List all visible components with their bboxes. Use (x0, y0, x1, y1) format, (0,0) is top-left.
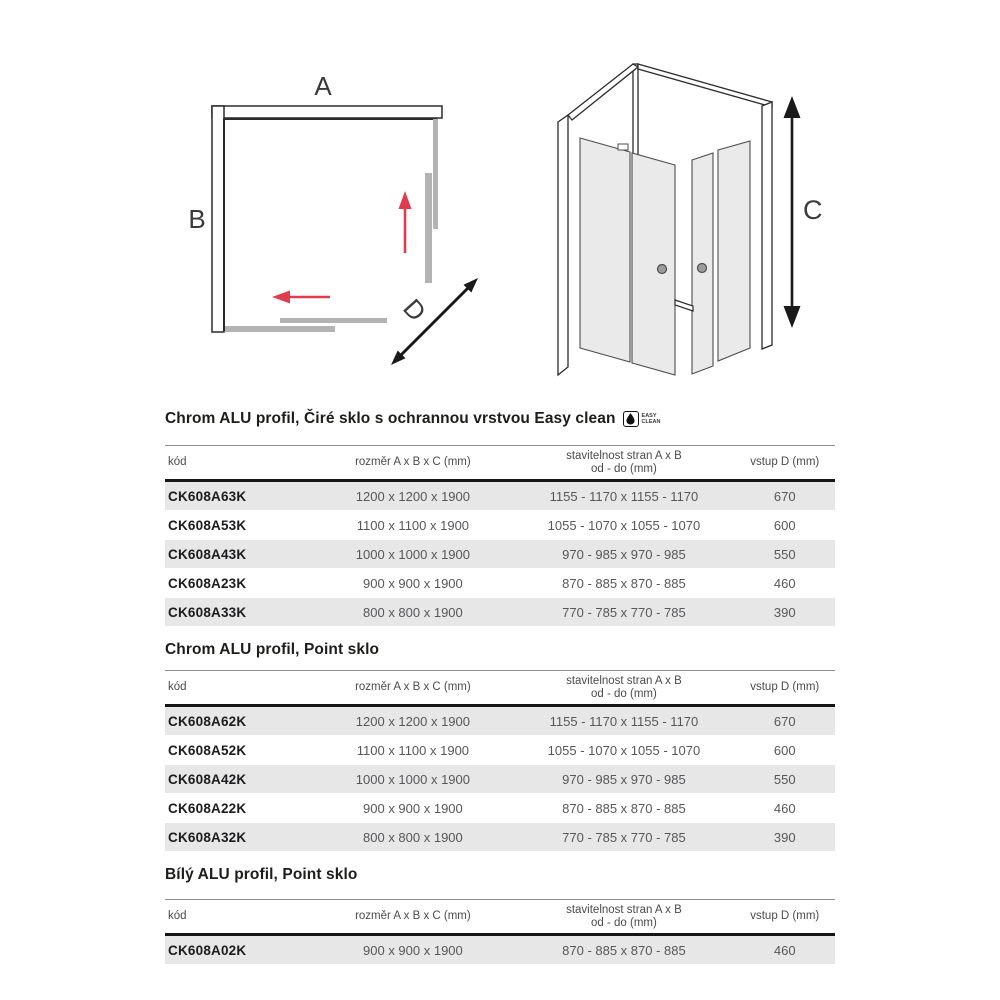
wall-profile-b (212, 106, 224, 332)
size-value: 1200 x 1200 x 1900 (312, 481, 513, 511)
col-header-adjust (513, 446, 734, 481)
col-header-size: rozměr A x B x C (mm) (355, 681, 471, 693)
door-slide-arrows (272, 191, 412, 304)
top-view-diagram (175, 60, 495, 390)
c-arrow-head-bottom (784, 306, 801, 328)
product-code: CK608A43K (165, 540, 312, 569)
dimension-arrow-d (391, 278, 478, 365)
knob-right-door (698, 264, 707, 273)
product-code: CK608A42K (165, 765, 312, 794)
knob-left-door (658, 265, 667, 274)
glass-door-left (632, 153, 675, 375)
col-header-entry: vstup D (mm) (750, 681, 820, 693)
product-code: CK608A62K (165, 706, 312, 736)
col-header-code: kód (168, 681, 187, 693)
section-title-text: Chrom ALU profil, Čiré sklo s ochrannou vrstvou Easy clean (165, 410, 616, 427)
col-header-size: rozměr A x B x C (mm) (355, 910, 471, 922)
adjust-range: 970 - 985 x 970 - 985 (513, 540, 734, 569)
wall-profile-a (212, 106, 442, 118)
easy-clean-drop-icon (623, 411, 639, 427)
product-code: CK608A32K (165, 823, 312, 852)
table-row (165, 540, 835, 569)
table-row (165, 706, 835, 736)
size-value: 900 x 900 x 1900 (312, 935, 513, 965)
entry-width: 670 (734, 706, 835, 736)
adjust-range: 870 - 885 x 870 - 885 (513, 794, 734, 823)
size-value: 1100 x 1100 x 1900 (312, 511, 513, 540)
size-value: 800 x 800 x 1900 (312, 598, 513, 627)
sliding-door-right (425, 173, 432, 283)
entry-width: 600 (734, 736, 835, 765)
size-value: 1000 x 1000 x 1900 (312, 540, 513, 569)
glass-panel-outer-left (580, 138, 630, 362)
fixed-panel-bottom (280, 318, 387, 323)
table-row (165, 736, 835, 765)
entry-width: 460 (734, 794, 835, 823)
top-rail-right (638, 64, 772, 107)
dimension-label-a: A (314, 71, 332, 101)
table-row (165, 569, 835, 598)
col-header-code: kód (168, 456, 187, 468)
size-value: 800 x 800 x 1900 (312, 823, 513, 852)
door-arrow-up-head (399, 191, 412, 209)
table-row (165, 481, 835, 511)
right-wall-profile (762, 102, 772, 349)
entry-width: 550 (734, 540, 835, 569)
col-header-adjust (513, 671, 734, 706)
dimension-label-b: B (188, 204, 206, 234)
size-value: 900 x 900 x 1900 (312, 794, 513, 823)
adjust-range: 1055 - 1070 x 1055 - 1070 (513, 736, 734, 765)
top-rail-left (568, 64, 638, 120)
adjust-range: 1055 - 1070 x 1055 - 1070 (513, 511, 734, 540)
easy-clean-label (642, 413, 661, 425)
entry-width: 460 (734, 935, 835, 965)
table-row (165, 598, 835, 627)
section-title-text: Chrom ALU profil, Point sklo (165, 641, 380, 658)
dimension-label-d: D (397, 292, 433, 327)
table-header-row (165, 671, 835, 706)
col-header-adjust-line1: stavitelnost stran A x B (566, 674, 682, 687)
col-header-code: kód (168, 910, 187, 922)
product-code: CK608A53K (165, 511, 312, 540)
bottom-rail (675, 300, 693, 311)
entry-width: 670 (734, 481, 835, 511)
table-header-row (165, 446, 835, 481)
door-knobs (658, 264, 707, 274)
left-wall-profile (558, 115, 568, 375)
col-header-size: rozměr A x B x C (mm) (355, 456, 471, 468)
glass-door-panels (580, 138, 750, 375)
entry-width: 550 (734, 765, 835, 794)
section-title-1 (165, 410, 835, 428)
door-top-bracket (618, 144, 628, 150)
entry-width: 390 (734, 823, 835, 852)
product-code: CK608A22K (165, 794, 312, 823)
section-title-2 (165, 641, 835, 659)
adjust-range: 1155 - 1170 x 1155 - 1170 (513, 481, 734, 511)
spec-table-chrom-point (165, 670, 835, 852)
adjust-range: 770 - 785 x 770 - 785 (513, 823, 734, 852)
door-arrow-left-head (272, 291, 290, 304)
product-code: CK608A02K (165, 935, 312, 965)
product-code: CK608A33K (165, 598, 312, 627)
entry-width: 460 (734, 569, 835, 598)
table-row (165, 765, 835, 794)
adjust-range: 870 - 885 x 870 - 885 (513, 935, 734, 965)
col-header-adjust-line1: stavitelnost stran A x B (566, 903, 682, 916)
adjust-range: 770 - 785 x 770 - 785 (513, 598, 734, 627)
product-code: CK608A52K (165, 736, 312, 765)
adjust-range: 970 - 985 x 970 - 985 (513, 765, 734, 794)
dimension-arrow-c (784, 96, 801, 328)
adjust-range: 1155 - 1170 x 1155 - 1170 (513, 706, 734, 736)
entry-width: 390 (734, 598, 835, 627)
table-header-row (165, 900, 835, 935)
table-row (165, 511, 835, 540)
size-value: 1100 x 1100 x 1900 (312, 736, 513, 765)
entry-width: 600 (734, 511, 835, 540)
product-code: CK608A63K (165, 481, 312, 511)
size-value: 1200 x 1200 x 1900 (312, 706, 513, 736)
sliding-door-bottom (225, 326, 335, 332)
section-title-text: Bílý ALU profil, Point sklo (165, 866, 358, 883)
dimension-label-c: C (803, 195, 823, 225)
table-row (165, 823, 835, 852)
product-code: CK608A23K (165, 569, 312, 598)
col-header-adjust (513, 900, 734, 935)
spec-table-chrom-cire (165, 445, 835, 627)
easy-clean-line2: CLEAN (641, 419, 661, 425)
table-row (165, 935, 835, 965)
fixed-panel-right (433, 119, 438, 229)
col-header-adjust-line2: od - do (mm) (591, 687, 657, 700)
spec-table-bily-point (165, 899, 835, 965)
easy-clean-line1: EASY (641, 413, 657, 419)
c-arrow-head-top (784, 96, 801, 118)
glass-panel-outer-right (718, 141, 750, 361)
col-header-adjust-line2: od - do (mm) (591, 462, 657, 475)
col-header-entry: vstup D (mm) (750, 456, 820, 468)
col-header-adjust-line1: stavitelnost stran A x B (566, 449, 682, 462)
size-value: 1000 x 1000 x 1900 (312, 765, 513, 794)
table-row (165, 794, 835, 823)
perspective-diagram (545, 45, 835, 390)
easy-clean-badge (623, 411, 661, 427)
adjust-range: 870 - 885 x 870 - 885 (513, 569, 734, 598)
section-title-3 (165, 866, 835, 884)
col-header-adjust-line2: od - do (mm) (591, 916, 657, 929)
size-value: 900 x 900 x 1900 (312, 569, 513, 598)
col-header-entry: vstup D (mm) (750, 910, 820, 922)
